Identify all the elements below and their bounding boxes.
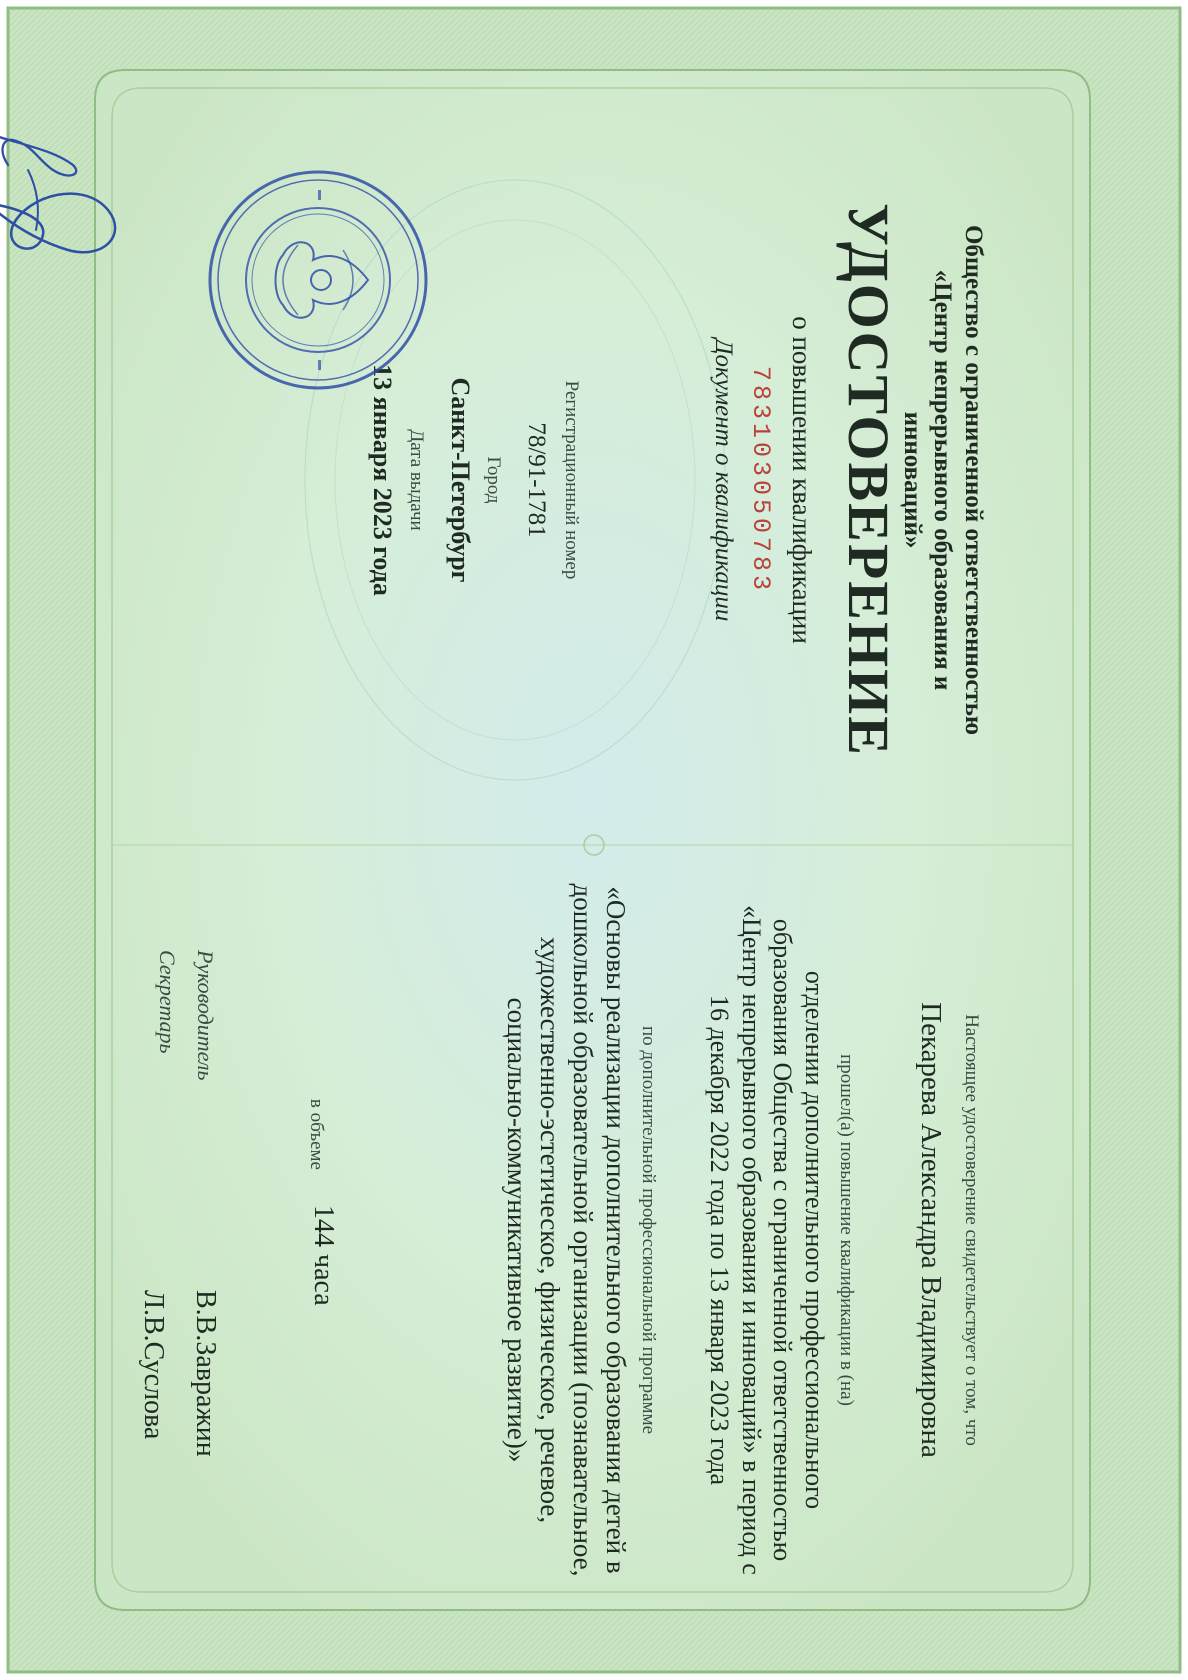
- certificate-number: 783103050783: [746, 365, 775, 595]
- secretary-label: Секретарь: [155, 950, 180, 1054]
- program-name: «Основы реализации дополнительного образования детей в дошкольной образовательной организации (познавательное, художественно-эстетическое, физическое, речевое, социально-коммуникативное развитие)»: [502, 883, 631, 1577]
- organization-seal-stamp: [203, 160, 433, 400]
- volume-hours: 144 часа: [308, 1205, 339, 1306]
- secretary-signature: [0, 120, 103, 190]
- document-type: Документ о квалификации: [710, 338, 737, 622]
- head-label: Руководитель: [193, 950, 218, 1081]
- issue-date: 13 января 2023 года: [368, 364, 397, 596]
- program-label: по дополнительной профессиональной программе: [638, 1025, 659, 1435]
- volume-label: в объеме: [306, 1098, 327, 1170]
- certification-intro: Настоящее удостоверение свидетельствует о том, что: [961, 1014, 982, 1446]
- training-completed-label: прошел(а) повышение квалификации в (на): [836, 1054, 857, 1406]
- training-department: отделении дополнительного профессионального образования Общества с ограниченной ответственностью «Центр непрерывного образования и инноваций» в период с 16 декабря 2022 года по 13 января 2023 года: [704, 905, 829, 1575]
- certificate-title: УДОСТОВЕРЕНИЕ: [836, 203, 901, 757]
- registration-number: 78/91-1781: [523, 422, 550, 538]
- certificate-subtitle: о повышении квалификации: [787, 316, 817, 644]
- city-label: Город: [483, 456, 504, 504]
- registration-number-label: Регистрационный номер: [561, 380, 582, 580]
- issuer-organization: Общество с ограниченной ответственностью «Центр непрерывного образования и инноваций»: [899, 224, 987, 736]
- secretary-name: Л.В.Суслова: [138, 1290, 169, 1440]
- recipient-name: Пекарева Александра Владимировна: [915, 1002, 947, 1458]
- head-name: В.В.Завражин: [190, 1290, 221, 1457]
- city: Санкт-Петербург: [446, 377, 475, 583]
- issue-date-label: Дата выдачи: [406, 429, 427, 531]
